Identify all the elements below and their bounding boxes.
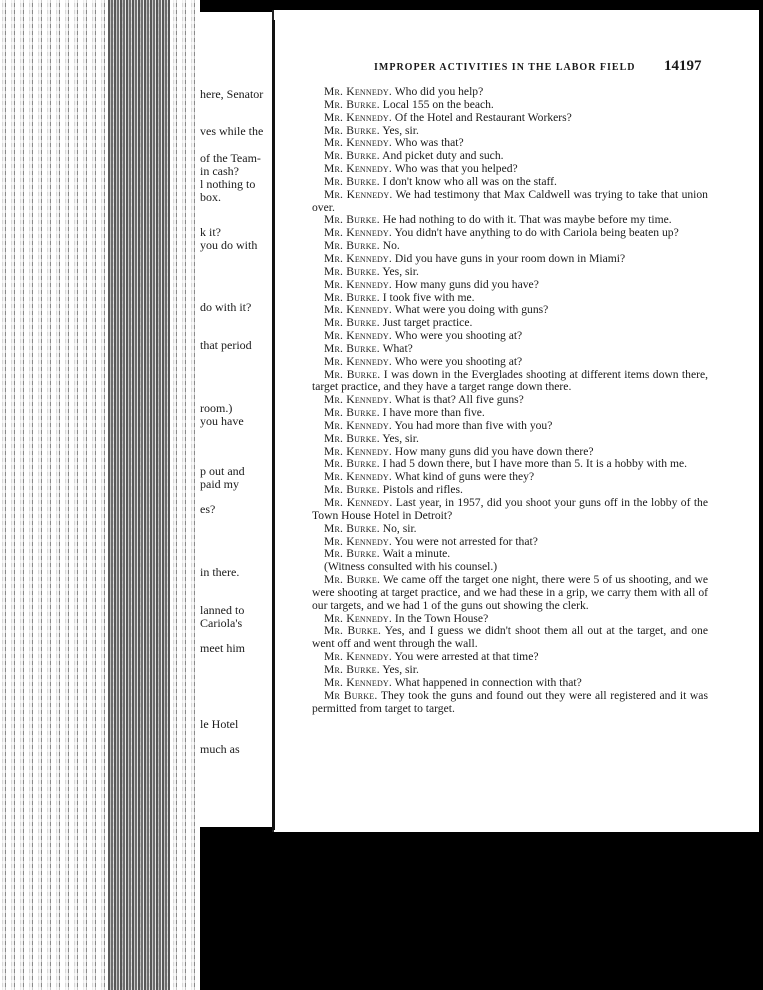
facing-page-fragment	[200, 12, 280, 827]
running-head: IMPROPER ACTIVITIES IN THE LABOR FIELD	[374, 62, 636, 73]
speech-text: What kind of guns were they?	[394, 470, 535, 484]
speaker-name: Mr. Kennedy.	[324, 534, 392, 548]
speaker-name: Mr. Burke.	[324, 406, 380, 420]
speech-text: I was down in the Everglades shooting at different items down there, target practice, and they have a target range down there.	[312, 367, 708, 394]
speaker-name: Mr. Burke.	[324, 521, 380, 535]
speech-text: Who were you shooting at?	[394, 329, 523, 343]
speaker-name: Mr. Burke.	[324, 573, 381, 587]
facing-line: box.	[200, 190, 221, 204]
speech-text: Yes, sir.	[382, 123, 419, 137]
speaker-name: Mr. Kennedy.	[324, 162, 392, 176]
book-binding-shadow	[108, 0, 170, 990]
speaker-name: Mr. Burke.	[324, 341, 380, 355]
speech-text: Yes, sir.	[382, 431, 419, 445]
speaker-name: Mr. Kennedy.	[324, 251, 392, 265]
speech-text: In the Town House?	[394, 611, 489, 625]
speech-text: How many guns did you have?	[394, 277, 539, 291]
facing-line: le Hotel	[200, 717, 239, 731]
facing-line: p out and	[200, 464, 245, 478]
speech-text: No.	[382, 239, 400, 253]
facing-line: es?	[200, 502, 216, 516]
speech-text: I have more than five.	[382, 406, 485, 420]
facing-line: in cash?	[200, 164, 239, 178]
speech-text: Wait a minute.	[382, 547, 451, 561]
speech-text: No, sir.	[382, 521, 417, 535]
facing-line: much as	[200, 742, 240, 756]
speaker-name: Mr. Kennedy.	[324, 650, 392, 664]
speech-text: I took five with me.	[382, 290, 475, 304]
speaker-name: Mr. Kennedy.	[324, 393, 392, 407]
speaker-name: Mr. Burke.	[324, 547, 380, 561]
facing-line: Cariola's	[200, 616, 243, 630]
speech-text: You had more than five with you?	[394, 418, 553, 432]
speaker-name: Mr. Burke.	[324, 624, 382, 638]
facing-line: of the Team-	[200, 151, 261, 165]
speaker-name: Mr. Kennedy.	[324, 187, 393, 201]
facing-line: you have	[200, 414, 244, 428]
speech-text: And picket duty and such.	[382, 149, 504, 163]
speaker-name: Mr. Kennedy.	[324, 354, 392, 368]
facing-line: in there.	[200, 565, 240, 579]
speaker-name: Mr. Burke.	[324, 213, 380, 227]
speaker-name: Mr. Burke.	[324, 239, 380, 253]
speech-text: Who was that?	[394, 136, 464, 150]
speaker-name: Mr. Burke.	[324, 316, 380, 330]
page-number: 14197	[664, 58, 702, 74]
facing-line: do with it?	[200, 300, 252, 314]
speaker-name: Mr. Burke.	[324, 367, 381, 381]
speech-text: Local 155 on the beach.	[382, 97, 494, 111]
speech-text: Did you have guns in your room down in Miami?	[394, 251, 626, 265]
speech-text: Yes, and I guess we didn't shoot them all out at the target, and one went off and went through the wall.	[312, 624, 708, 651]
speech-text: You were arrested at that time?	[394, 650, 539, 664]
transcript-paragraph	[312, 369, 708, 395]
speech-text: Yes, sir.	[382, 264, 419, 278]
speaker-name: Mr. Kennedy.	[324, 136, 392, 150]
facing-line: that period	[200, 338, 252, 352]
speaker-name: Mr. Burke.	[324, 174, 380, 188]
speech-text: We came off the target one night, there were 5 of us shooting, and we were shooting at target practice, and we had these in a grip, we carry them with all of our targets, and we had 1 of the guns out showing the clerk.	[312, 573, 708, 612]
speech-text: (Witness consulted with his counsel.)	[324, 560, 498, 574]
facing-line: ves while the	[200, 124, 264, 138]
speech-text: What?	[382, 341, 413, 355]
speaker-name: Mr. Kennedy.	[324, 611, 392, 625]
speaker-name: Mr. Burke.	[324, 662, 380, 676]
speech-text: Who did you help?	[394, 85, 484, 98]
speaker-name: Mr. Burke.	[324, 290, 380, 304]
speech-text: You were not arrested for that?	[394, 534, 538, 548]
speaker-name: Mr. Burke.	[324, 431, 380, 445]
speaker-name: Mr. Kennedy.	[324, 418, 392, 432]
speaker-name: Mr. Kennedy.	[324, 329, 392, 343]
facing-line: paid my	[200, 477, 239, 491]
speech-text: Of the Hotel and Restaurant Workers?	[394, 110, 572, 124]
speaker-name: Mr. Kennedy.	[324, 226, 392, 240]
transcript-paragraph	[312, 189, 708, 215]
facing-line: meet him	[200, 641, 245, 655]
speech-text: I had 5 down there, but I have more than 5. It is a hobby with me.	[382, 457, 688, 471]
facing-line: you do with	[200, 238, 258, 252]
speaker-name: Mr. Kennedy.	[324, 303, 392, 317]
transcript-paragraph	[312, 625, 708, 651]
transcript-paragraph	[312, 497, 708, 523]
speech-text: Who were you shooting at?	[394, 354, 523, 368]
document-page	[272, 10, 759, 832]
speaker-name: Mr Burke.	[324, 688, 378, 702]
facing-line: l nothing to	[200, 177, 256, 191]
speaker-name: Mr. Kennedy.	[324, 277, 392, 291]
transcript-paragraph	[312, 574, 708, 613]
facing-line: lanned to	[200, 603, 245, 617]
speech-text: What were you doing with guns?	[394, 303, 549, 317]
speech-text: He had nothing to do with it. That was maybe before my time.	[382, 213, 672, 227]
speaker-name: Mr. Kennedy.	[324, 496, 393, 509]
speaker-name: Mr. Burke.	[324, 457, 380, 471]
speech-text: Who was that you helped?	[394, 162, 518, 176]
facing-line: here, Senator	[200, 87, 264, 101]
speech-text: Pistols and rifles.	[382, 483, 463, 497]
speaker-name: Mr. Kennedy.	[324, 675, 392, 689]
transcript-paragraph	[312, 690, 708, 716]
speech-text: What happened in connection with that?	[394, 675, 582, 689]
speaker-name: Mr. Burke.	[324, 97, 380, 111]
hearing-transcript	[312, 86, 708, 715]
speaker-name: Mr. Burke.	[324, 483, 380, 497]
speaker-name: Mr. Kennedy.	[324, 470, 392, 484]
facing-line: k it?	[200, 225, 221, 239]
speaker-name: Mr. Burke.	[324, 123, 380, 137]
speech-text: Just target practice.	[382, 316, 473, 330]
speaker-name: Mr. Burke.	[324, 264, 380, 278]
speech-text: You didn't have anything to do with Cariola being beaten up?	[394, 226, 679, 240]
speech-text: Last year, in 1957, did you shoot your guns off in the lobby of the Town House Hotel in Detroit?	[312, 496, 708, 522]
scanner-edge-noise	[0, 0, 200, 990]
speaker-name: Mr. Kennedy.	[324, 85, 392, 98]
speech-text: They took the guns and found out they were all registered and it was permitted from target to target.	[312, 688, 708, 715]
speaker-name: Mr. Burke.	[324, 149, 380, 163]
speech-text: We had testimony that Max Caldwell was trying to take that union over.	[312, 187, 708, 214]
speech-text: I don't know who all was on the staff.	[382, 174, 557, 188]
speaker-name: Mr. Kennedy.	[324, 110, 392, 124]
facing-line: room.)	[200, 401, 233, 415]
speech-text: How many guns did you have down there?	[394, 444, 594, 458]
speech-text: What is that? All five guns?	[394, 393, 524, 407]
speaker-name: Mr. Kennedy.	[324, 444, 392, 458]
page-gutter-line	[272, 20, 275, 830]
speech-text: Yes, sir.	[382, 662, 419, 676]
